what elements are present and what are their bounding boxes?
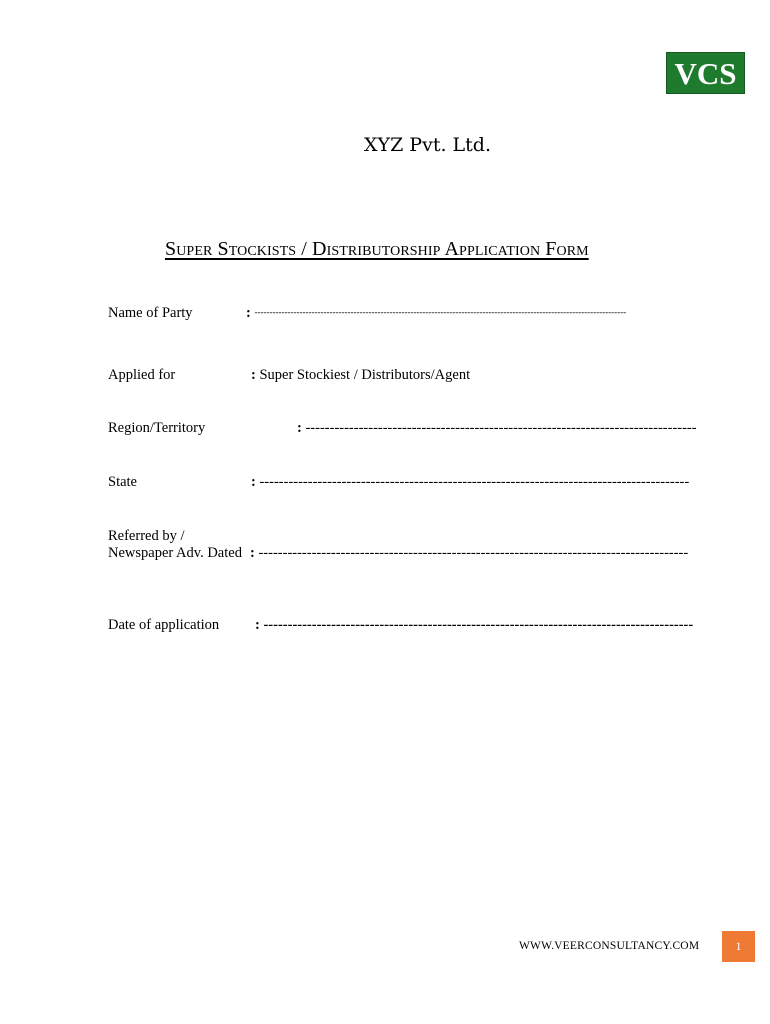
field-label: Applied for — [108, 367, 176, 383]
field-value-line[interactable] — [246, 305, 706, 322]
field-label: Name of Party — [108, 305, 193, 321]
field-value: Super Stockiest / Distributors/Agent — [259, 367, 471, 383]
field-blank: ---------------------------------------------------------------------------------------------------------------------------- — [254, 307, 627, 317]
field-label-line1: Referred by / — [108, 528, 185, 544]
field-value-line[interactable] — [255, 617, 717, 634]
page-number-badge — [722, 931, 755, 962]
field-value-line[interactable] — [251, 474, 717, 491]
field-label-line2: Newspaper Adv. Dated — [108, 545, 242, 561]
company-name: XYZ Pvt. Ltd. — [364, 134, 491, 156]
page-number: 1 — [735, 939, 742, 953]
field-label: State — [108, 474, 137, 490]
field-blank: ----------------------------------------------------------------------------------------- — [258, 545, 689, 561]
field-blank: --------------------------------------------------------------------------------- — [305, 420, 697, 436]
footer-website-link[interactable]: WWW.VEERCONSULTANCY.COM — [519, 940, 700, 952]
field-value-line[interactable] — [250, 545, 716, 562]
field-label: Region/Territory — [108, 420, 206, 436]
field-colon: : — [250, 545, 259, 561]
field-blank: ----------------------------------------------------------------------------------------- — [263, 617, 694, 633]
field-value-line[interactable] — [297, 420, 718, 437]
field-label: Date of application — [108, 617, 220, 633]
field-colon: : — [251, 367, 260, 383]
field-colon: : — [297, 420, 306, 436]
form-title: Super Stockists / Distributorship Application Form — [165, 238, 589, 260]
logo-text: VCS — [674, 55, 737, 91]
field-value-line[interactable] — [251, 367, 470, 384]
vcs-logo — [666, 52, 745, 94]
field-colon: : — [246, 305, 255, 321]
field-colon: : — [255, 617, 264, 633]
field-blank: ----------------------------------------------------------------------------------------- — [259, 474, 690, 490]
field-colon: : — [251, 474, 260, 490]
